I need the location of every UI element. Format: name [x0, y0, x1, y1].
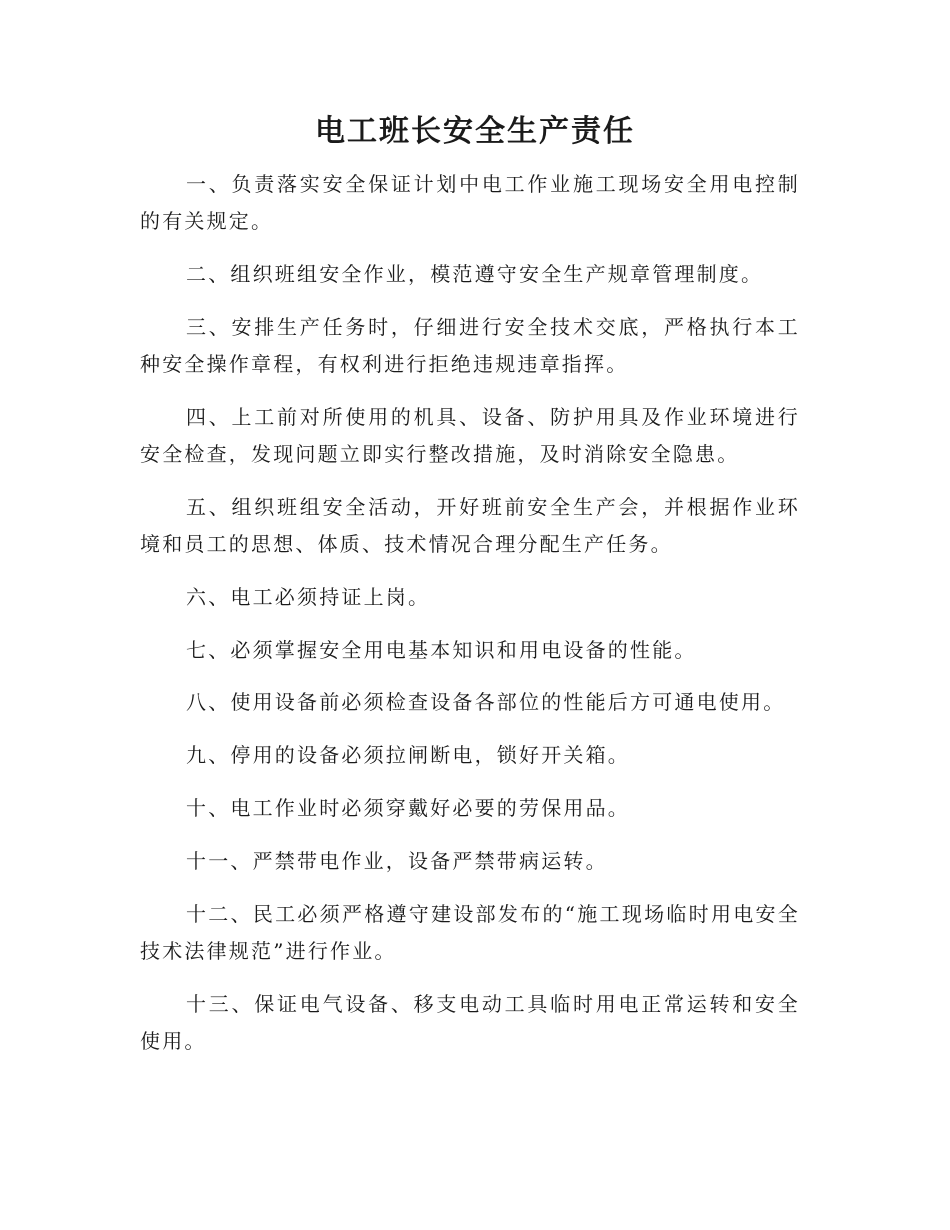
- clause-11: 十一、严禁带电作业，设备严禁带病运转。: [186, 849, 608, 873]
- clause-8: 八、使用设备前必须检查设备各部位的性能后方可通电使用。: [186, 690, 786, 714]
- clause-9: 九、停用的设备必须拉闸断电，锁好开关箱。: [186, 743, 630, 767]
- clause-2: 二、组织班组安全作业，模范遵守安全生产规章管理制度。: [186, 262, 764, 286]
- clause-12: 十二、民工必须严格遵守建设部发布的“施工现场临时用电安全技术法律规范”进行作业。: [140, 902, 800, 963]
- clause-6: 六、电工必须持证上岗。: [186, 585, 431, 609]
- clause-10: 十、电工作业时必须穿戴好必要的劳保用品。: [186, 796, 630, 820]
- clause-1: 一、负责落实安全保证计划中电工作业施工现场安全用电控制的有关规定。: [140, 172, 800, 233]
- clause-5: 五、组织班组安全活动，开好班前安全生产会，并根据作业环境和员工的思想、体质、技术情况合理分配生产任务。: [140, 495, 800, 556]
- clause-4: 四、上工前对所使用的机具、设备、防护用具及作业环境进行安全检查，发现问题立即实行整改措施，及时消除安全隐患。: [140, 405, 800, 466]
- clause-3: 三、安排生产任务时，仔细进行安全技术交底，严格执行本工种安全操作章程，有权利进行拒绝违规违章指挥。: [140, 315, 800, 376]
- document-title: 电工班长安全生产责任: [315, 114, 635, 149]
- clause-7: 七、必须掌握安全用电基本知识和用电设备的性能。: [186, 638, 697, 662]
- clause-13: 十三、保证电气设备、移支电动工具临时用电正常运转和安全使用。: [140, 992, 800, 1053]
